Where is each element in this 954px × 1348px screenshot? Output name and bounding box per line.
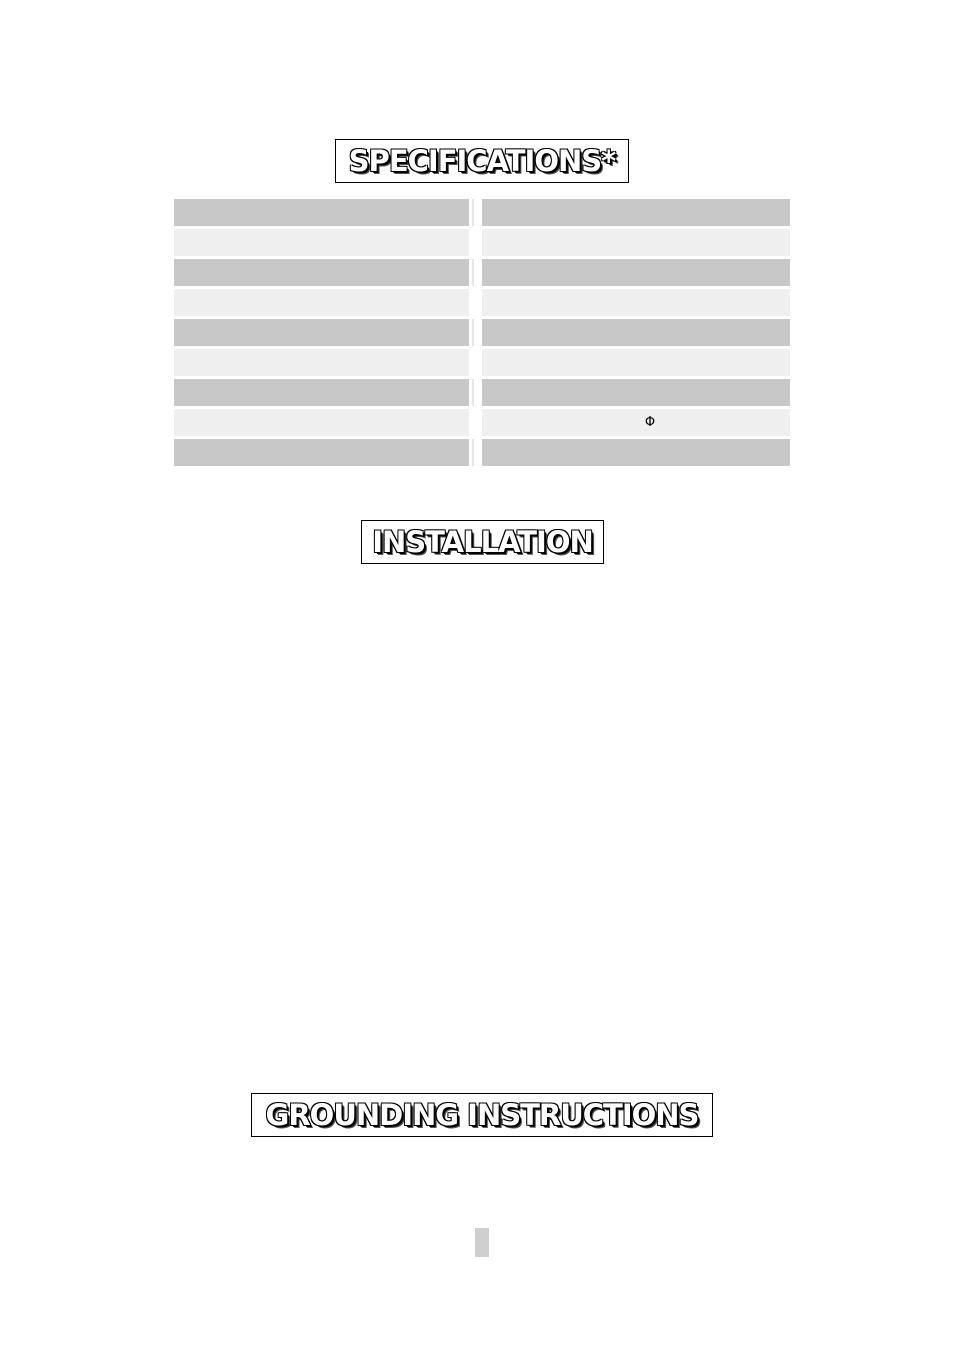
spec-row <box>174 319 790 346</box>
specifications-heading <box>335 139 629 183</box>
spec-row <box>174 439 790 466</box>
spec-row <box>174 229 790 256</box>
grounding-instructions-heading <box>251 1093 713 1137</box>
spec-divider <box>472 319 474 346</box>
installation-heading-text: INSTALLATION <box>372 525 593 559</box>
page-number-marker <box>475 1228 489 1257</box>
spec-divider <box>472 349 474 376</box>
spec-value-cell <box>482 409 790 436</box>
phase-symbol: Φ <box>644 415 656 430</box>
spec-divider <box>472 379 474 406</box>
spec-label-cell <box>174 319 469 346</box>
spec-label-cell <box>174 199 469 226</box>
specifications-heading-text: SPECIFICATIONS* <box>348 144 616 178</box>
specifications-table <box>174 199 790 469</box>
spec-row <box>174 289 790 316</box>
spec-divider <box>472 229 474 256</box>
spec-label-cell <box>174 349 469 376</box>
spec-row <box>174 409 790 436</box>
spec-divider <box>472 289 474 316</box>
spec-label-cell <box>174 289 469 316</box>
spec-row <box>174 379 790 406</box>
spec-divider <box>472 409 474 436</box>
spec-value-cell <box>482 199 790 226</box>
spec-value-cell <box>482 379 790 406</box>
spec-label-cell <box>174 229 469 256</box>
spec-value-cell <box>482 349 790 376</box>
spec-row <box>174 199 790 226</box>
spec-value-cell <box>482 259 790 286</box>
spec-label-cell <box>174 259 469 286</box>
spec-divider <box>472 439 474 466</box>
spec-value-cell <box>482 319 790 346</box>
spec-value-cell <box>482 439 790 466</box>
spec-value-cell <box>482 229 790 256</box>
spec-label-cell <box>174 379 469 406</box>
grounding-heading-text: GROUNDING INSTRUCTIONS <box>265 1098 699 1132</box>
spec-row <box>174 349 790 376</box>
spec-divider <box>472 259 474 286</box>
spec-row <box>174 259 790 286</box>
spec-label-cell <box>174 409 469 436</box>
spec-divider <box>472 199 474 226</box>
spec-label-cell <box>174 439 469 466</box>
spec-value-cell <box>482 289 790 316</box>
installation-heading <box>361 520 604 564</box>
